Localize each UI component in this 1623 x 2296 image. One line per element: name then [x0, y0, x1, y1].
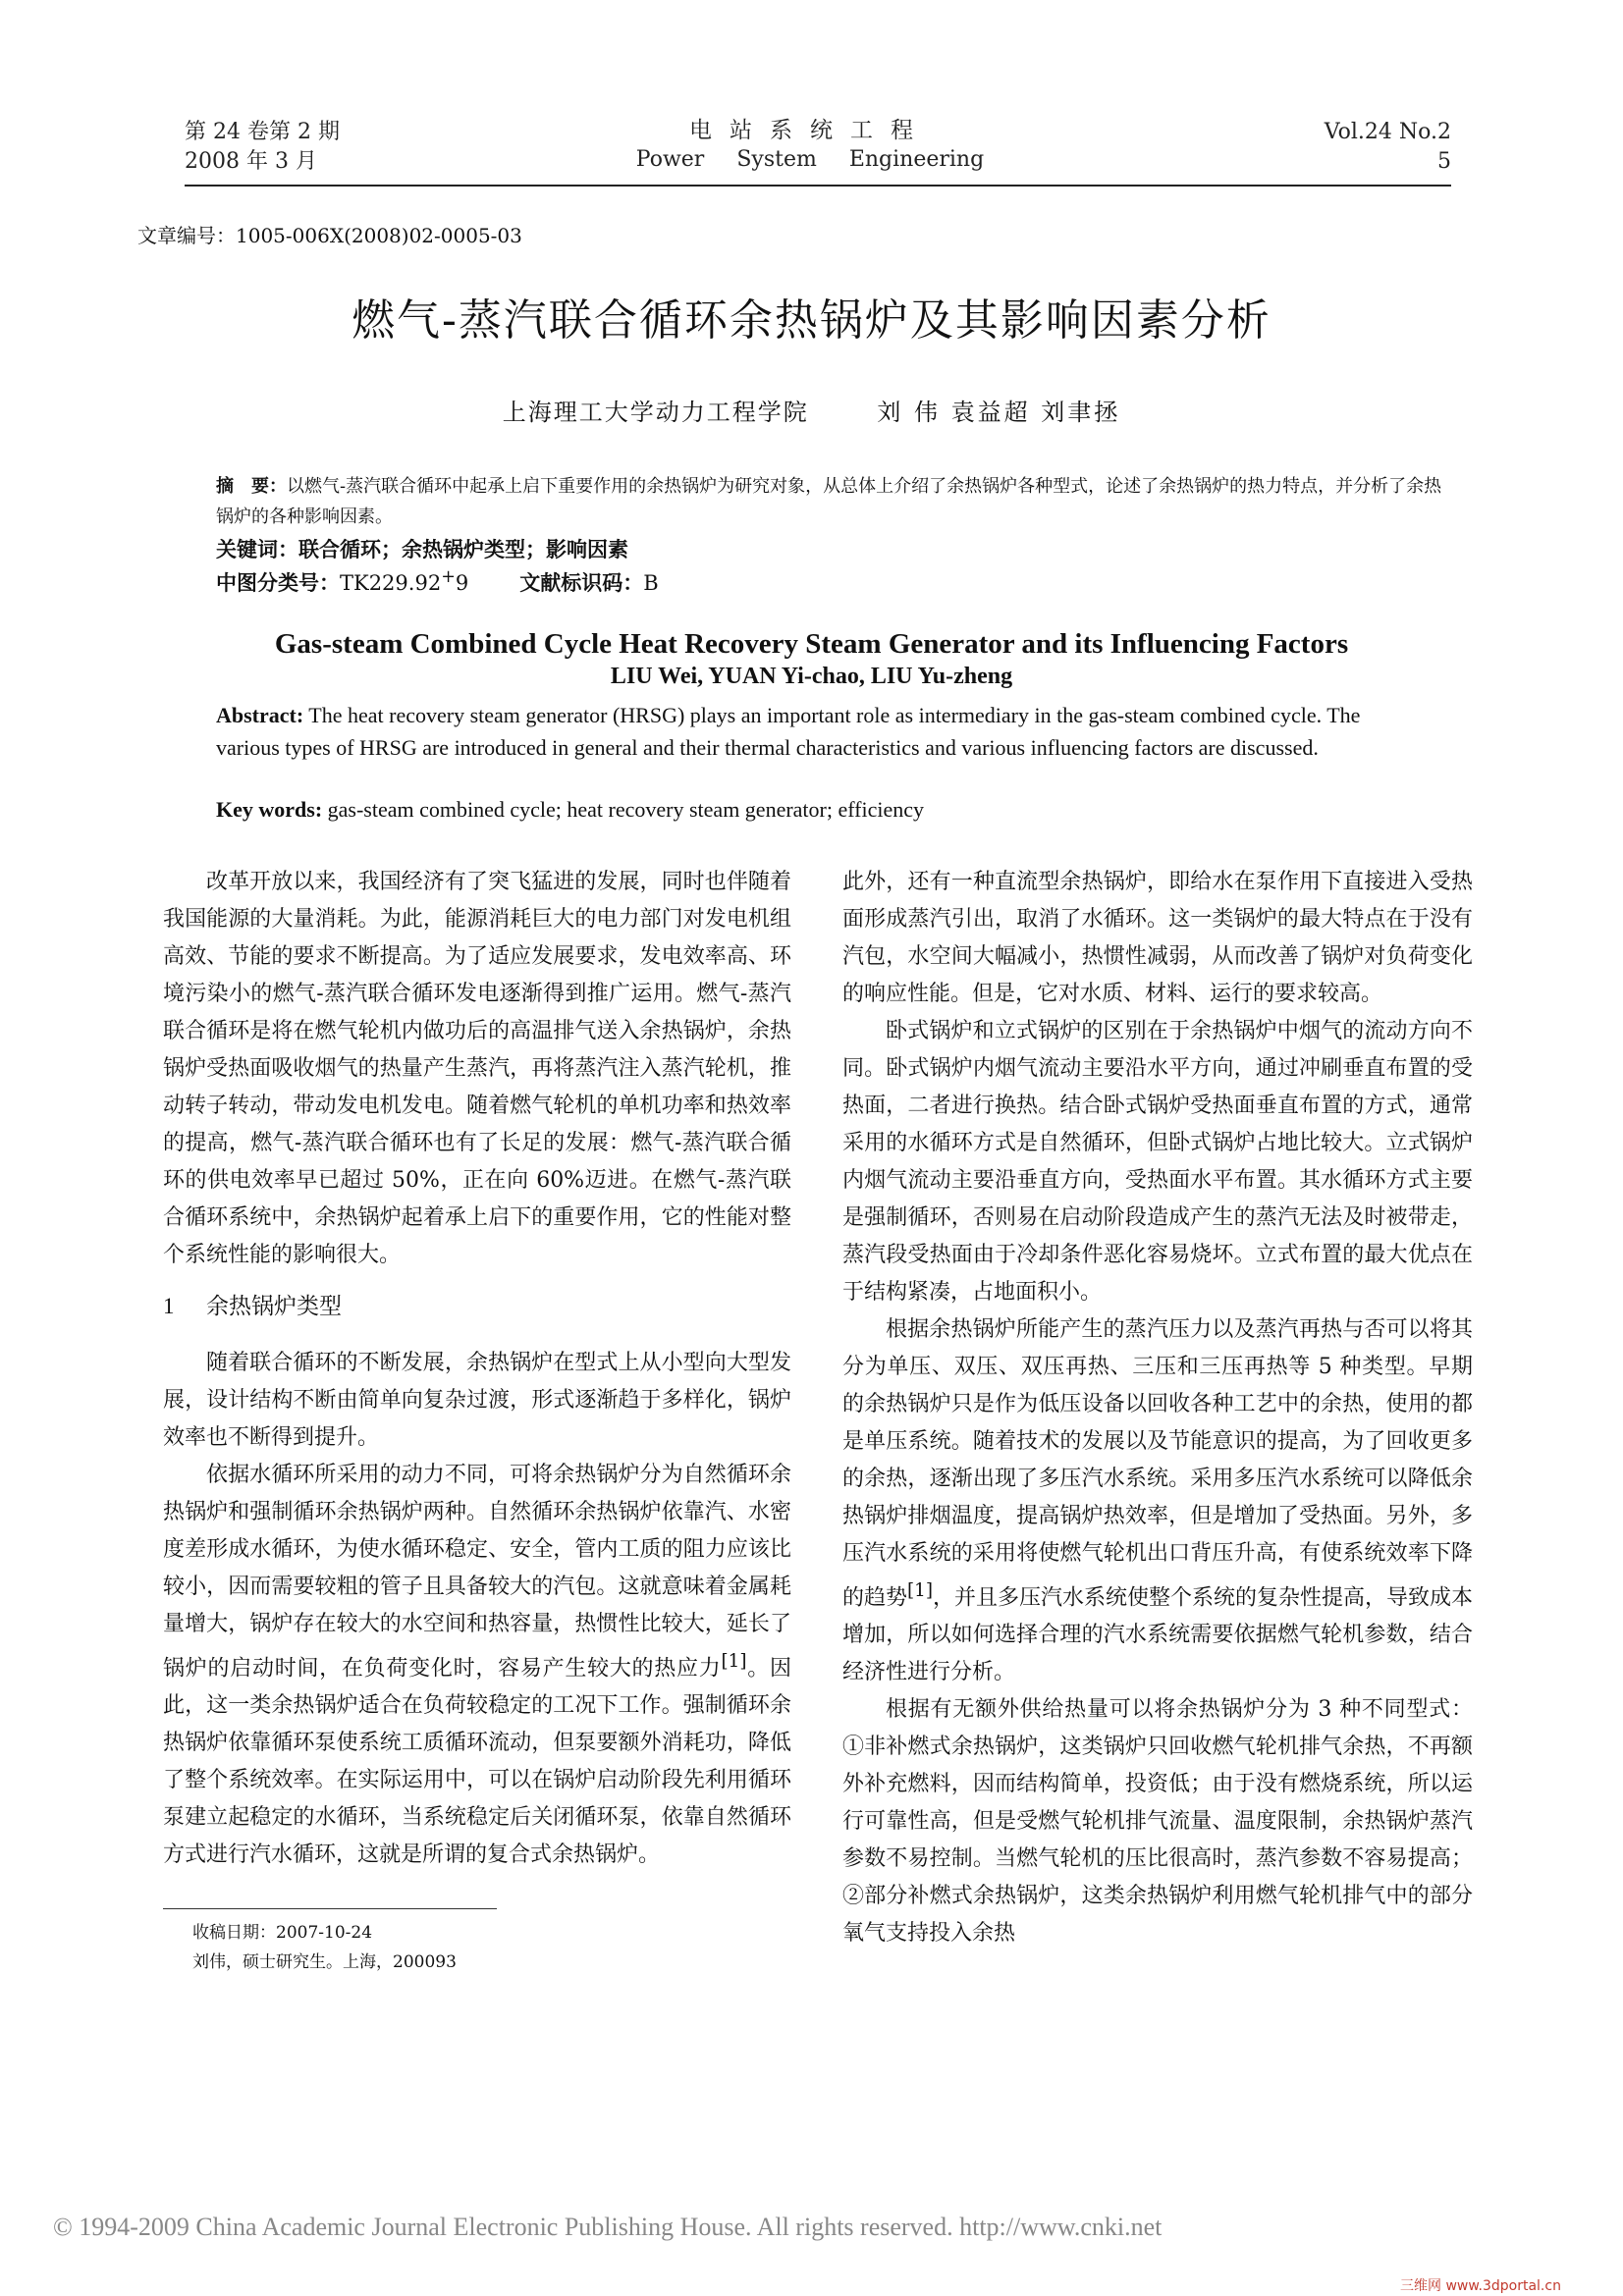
footnote [192, 1918, 457, 1977]
issue-line: 第 24 卷第 2 期 [185, 120, 340, 144]
clc-value-tail: 9 [455, 571, 469, 595]
keywords-en-text: gas-steam combined cycle; heat recovery steam generator; efficiency [322, 797, 925, 822]
section-heading [163, 1288, 791, 1325]
paragraph: 依据水循环所采用的动力不同，可将余热锅炉分为自然循环余热锅炉和强制循环余热锅炉两种。自然循环余热锅炉依靠汽、水密度差形成水循环，为使水循环稳定、安全，管内工质的阻力应该比较小，因而需要较粗的管子且具备较大的汽包。这就意味着金属耗量增大，锅炉存在较大的水空间和热容量，热惯性比较大，延长了锅炉的启动时间，在负荷变化时，容易产生较大的热应力[1]。因此，这一类余热锅炉适合在负荷较稳定的工况下工作。强制循环余热锅炉依靠循环泵使系统工质循环流动，但泵要额外消耗功，降低了整个系统效率。在实际运用中，可以在锅炉启动阶段先利用循环泵建立起稳定的水循环，当系统稳定后关闭循环泵，依靠自然循环方式进行汽水循环，这就是所谓的复合式余热锅炉。 [163, 1463, 791, 1868]
paragraph: 根据有无额外供给热量可以将余热锅炉分为 3 种不同型式：①非补燃式余热锅炉，这类锅炉只回收燃气轮机排气余热，不再额外补充燃料，因而结构简单，投资低；由于没有燃烧系统，所以运行可靠性高，但是受燃气轮机排气流量、温度限制，余热锅炉蒸汽参数不易控制。当燃气轮机的压比很高时，蒸汽参数不容易提高；②部分补燃式余热锅炉，这类余热锅炉利用燃气轮机排气中的部分氧气支持投入余热 [842, 1697, 1473, 1947]
authors: 刘 伟 袁益超 刘聿拯 [877, 399, 1121, 426]
footnote-divider [163, 1908, 497, 1909]
citation: [1] [907, 1580, 933, 1601]
copyright-notice: © 1994-2009 China Academic Journal Electronic Publishing House. All rights reserved. http://www.cnki.net [53, 2213, 1163, 2241]
date-line: 2008 年 3 月 [185, 149, 317, 174]
paragraph: 根据余热锅炉所能产生的蒸汽压力以及蒸汽再热与否可以将其分为单压、双压、双压再热、三压和三压再热等 5 种类型。早期的余热锅炉只是作为低压设备以回收各种工艺中的余热，使用的都是单压系统。随着技术的发展以及节能意识的提高，为了回收更多的余热，逐渐出现了多压汽水系统。采用多压汽水系统可以降低余热锅炉排烟温度，提高锅炉热效率，但是增加了受热面。另外，多压汽水系统的采用将使燃气轮机出口背压升高，有使系统效率下降的趋势[1]，并且多压汽水系统使整个系统的复杂性提高，导致成本增加，所以如何选择合理的汽水系统需要依据燃气轮机参数，结合经济性进行分析。 [842, 1317, 1473, 1685]
abstract-label: 摘 要： [216, 476, 287, 497]
keywords-en [216, 797, 924, 823]
abstract-en [216, 699, 1422, 764]
journal-name-en: Power System Engineering [635, 147, 985, 172]
volume-line: Vol.24 No.2 [1324, 120, 1451, 144]
volume-page [1237, 118, 1451, 177]
keywords-cn: 关键词：联合循环；余热锅炉类型；影响因素 [216, 538, 628, 561]
doc-code-label: 文献标识码： [519, 571, 644, 595]
clc-sup: + [441, 567, 456, 587]
citation: [1] [721, 1651, 747, 1672]
title-en: Gas-steam Combined Cycle Heat Recovery Steam Generator and its Influencing Factors [274, 628, 1349, 660]
abstract-en-text: The heat recovery steam generator (HRSG) plays an important role as intermediary in the gas-steam combined cycle. The various types of HRSG are introduced in general and their thermal characteristics and various influencing factors are discussed. [216, 703, 1361, 760]
section-number: 1 [163, 1294, 175, 1318]
institution: 上海理工大学动力工程学院 [502, 399, 809, 426]
author-info: 刘伟，硕士研究生。上海，200093 [192, 1952, 457, 1972]
abstract-text: 以燃气-蒸汽联合循环中起承上启下重要作用的余热锅炉为研究对象，从总体上介绍了余热锅炉各种型式，论述了余热锅炉的热力特点，并分析了余热锅炉的各种影响因素。 [216, 476, 1442, 527]
abstract-cn [216, 471, 1443, 532]
received-date: 收稿日期：2007-10-24 [192, 1923, 373, 1943]
journal-issue [185, 118, 538, 177]
paragraph: 此外，还有一种直流型余热锅炉，即给水在泵作用下直接进入受热面形成蒸汽引出，取消了水循环。这一类锅炉的最大特点在于没有汽包，水空间大幅减小，热惯性减弱，从而改善了锅炉对负荷变化的响应性能。但是，它对水质、材料、运行的要求较高。 [842, 870, 1473, 1006]
page-number: 5 [1437, 149, 1451, 174]
section-title: 余热锅炉类型 [206, 1294, 342, 1319]
classification [216, 567, 659, 597]
page-title: 燃气-蒸汽联合循环余热锅炉及其影响因素分析 [352, 295, 1271, 346]
paragraph: 改革开放以来，我国经济有了突飞猛进的发展，同时也伴随着我国能源的大量消耗。为此，能源消耗巨大的电力部门对发电机组高效、节能的要求不断提高。为了适应发展要求，发电效率高、环境污染小的燃气-蒸汽联合循环发电逐渐得到推广运用。燃气-蒸汽联合循环是将在燃气轮机内做功后的高温排气送入余热锅炉，余热锅炉受热面吸收烟气的热量产生蒸汽，再将蒸汽注入蒸汽轮机，推动转子转动，带动发电机发电。随着燃气轮机的单机功率和热效率的提高，燃气-蒸汽联合循环也有了长足的发展：燃气-蒸汽联合循环的供电效率早已超过 50%，正在向 60%迈进。在燃气-蒸汽联合循环系统中，余热锅炉起着承上启下的重要作用，它的性能对整个系统性能的影响很大。 [163, 870, 791, 1267]
author-line-cn [147, 393, 1476, 427]
watermark: 三维网 www.3dportal.cn [1400, 2278, 1561, 2294]
paragraph: 卧式锅炉和立式锅炉的区别在于余热锅炉中烟气的流动方向不同。卧式锅炉内烟气流动主要沿水平方向，通过冲刷垂直布置的受热面，二者进行换热。结合卧式锅炉受热面垂直布置的方式，通常采用的水循环方式是自然循环，但卧式锅炉占地比较大。立式锅炉内烟气流动主要沿垂直方向，受热面水平布置。其水循环方式主要是强制循环，否则易在启动阶段造成产生的蒸汽无法及时被带走，蒸汽段受热面由于冷却条件恶化容易烧坏。立式布置的最大优点在于结构紧凑，占地面积小。 [842, 1019, 1473, 1305]
keywords-en-label: Key words: [216, 797, 323, 822]
journal-name-cn: 电站系统工程 [689, 118, 931, 143]
clc-label: 中图分类号： [216, 571, 340, 595]
clc-value: TK229.92 [340, 571, 442, 595]
doc-code-value: B [643, 571, 659, 595]
authors-en: LIU Wei, YUAN Yi-chao, LIU Yu-zheng [610, 664, 1013, 689]
article-number: 文章编号：1005-006X(2008)02-0005-03 [137, 224, 522, 247]
header-divider [185, 185, 1451, 187]
body-left-column [163, 864, 791, 1874]
abstract-en-label: Abstract: [216, 703, 304, 727]
journal-name [550, 116, 1070, 175]
body-right-column [842, 864, 1473, 1952]
paragraph: 随着联合循环的不断发展，余热锅炉在型式上从小型向大型发展，设计结构不断由简单向复杂过渡，形式逐渐趋于多样化，锅炉效率也不断得到提升。 [163, 1351, 791, 1450]
